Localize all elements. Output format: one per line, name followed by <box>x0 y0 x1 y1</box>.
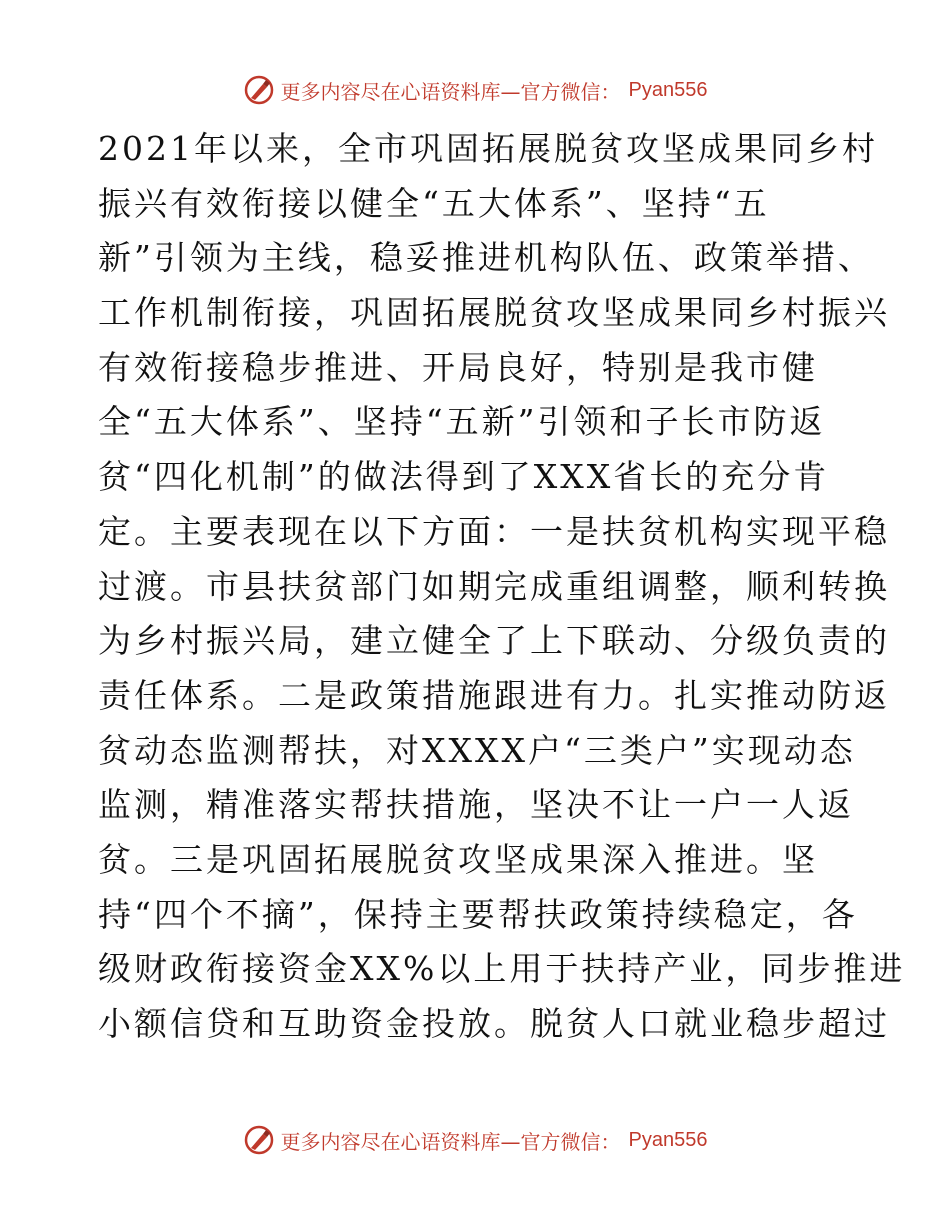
text-line: 监测，精准落实帮扶措施，坚决不让一户一人返 <box>98 785 854 825</box>
text-line: 级财政衔接资金XX%以上用于扶持产业，同步推进 <box>98 949 906 989</box>
text-line: 有效衔接稳步推进、开局良好，特别是我市健 <box>98 347 818 387</box>
text-line: 新”引领为主线，稳妥推进机构队伍、政策举措、 <box>98 238 874 278</box>
text-line: 为乡村振兴局，建立健全了上下联动、分级负责的 <box>98 621 890 661</box>
text-line: 责任体系。二是政策措施跟进有力。扎实推动防返 <box>98 675 890 715</box>
watermark-wechat-id: Pyan556 <box>628 78 708 101</box>
text-line: 2021年以来，全市巩固拓展脱贫攻坚成果同乡村 <box>98 129 878 168</box>
document-body <box>98 122 906 1052</box>
text-line: 振兴有效衔接以健全“五大体系”、坚持“五 <box>98 183 770 223</box>
text-line: 工作机制衔接，巩固拓展脱贫攻坚成果同乡村振兴 <box>98 293 890 333</box>
text-line: 过渡。市县扶贫部门如期完成重组调整，顺利转换 <box>98 566 890 606</box>
watermark-text: 更多内容尽在心语资料库—官方微信： <box>280 1129 621 1154</box>
watermark-text: 更多内容尽在心语资料库—官方微信： <box>280 79 621 104</box>
pen-logo-icon <box>243 1124 275 1156</box>
text-line: 贫动态监测帮扶，对XXXX户“三类户”实现动态 <box>98 730 856 770</box>
text-line: 贫“四化机制”的做法得到了XXX省长的充分肯 <box>98 457 830 497</box>
header-watermark <box>0 70 950 110</box>
text-line: 贫。三是巩固拓展脱贫攻坚成果深入推进。坚 <box>98 839 818 879</box>
text-line: 定。主要表现在以下方面：一是扶贫机构实现平稳 <box>98 511 890 551</box>
text-line: 小额信贷和互助资金投放。脱贫人口就业稳步超过 <box>98 1004 890 1043</box>
footer-watermark <box>0 1120 950 1160</box>
text-line: 持“四个不摘”，保持主要帮扶政策持续稳定，各 <box>98 894 858 934</box>
pen-logo-icon <box>243 74 275 106</box>
text-line: 全“五大体系”、坚持“五新”引领和子长市防返 <box>98 402 826 442</box>
watermark-wechat-id: Pyan556 <box>628 1128 708 1151</box>
